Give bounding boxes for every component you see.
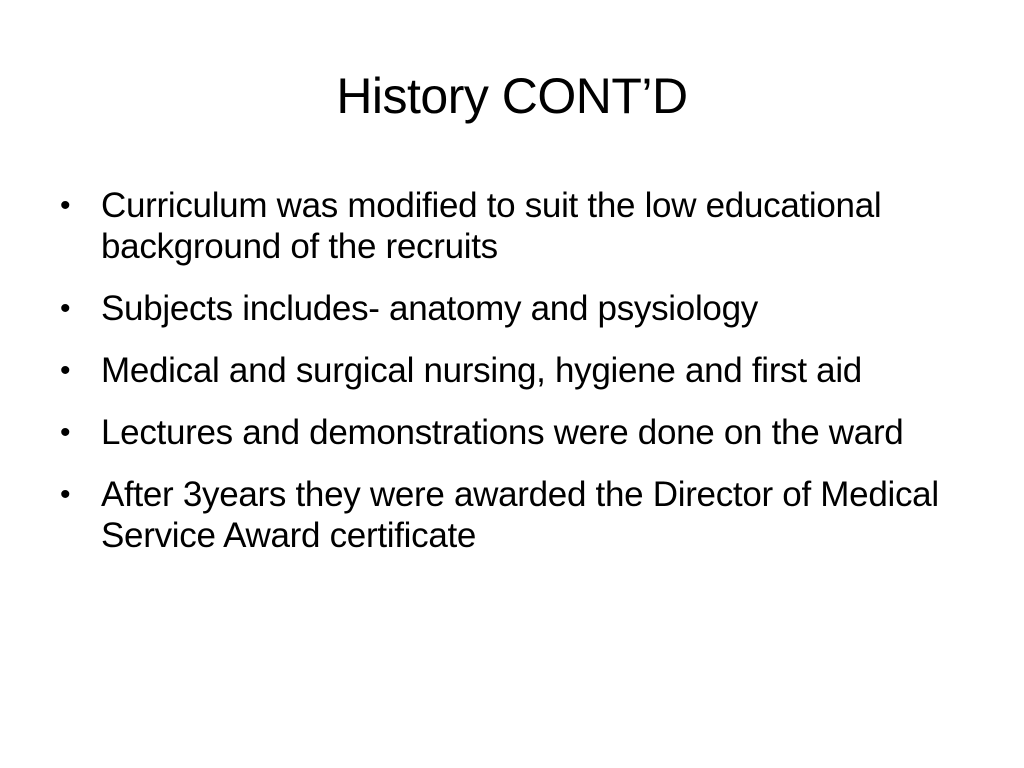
bullet-icon: • [60, 478, 71, 511]
bullet-item [58, 474, 978, 556]
bullet-icon: • [60, 189, 71, 222]
bullet-icon: • [60, 416, 71, 449]
bullet-item [58, 288, 978, 329]
bullet-icon: • [60, 292, 71, 325]
bullet-icon: • [60, 354, 71, 387]
bullet-item [58, 185, 978, 267]
bullet-text: Curriculum was modified to suit the low educational background of the recruits [101, 186, 882, 266]
bullet-text: Lectures and demonstrations were done on the ward [101, 413, 904, 452]
slide-title: History CONT’D [336, 68, 688, 124]
bullet-text: After 3years they were awarded the Director of Medical Service Award certificate [101, 475, 939, 555]
bullet-text: Medical and surgical nursing, hygiene and first aid [101, 351, 862, 390]
bullet-item [58, 350, 978, 391]
bullet-text: Subjects includes- anatomy and psysiology [101, 289, 758, 328]
bullet-item [58, 412, 978, 453]
bullet-list [58, 185, 978, 577]
